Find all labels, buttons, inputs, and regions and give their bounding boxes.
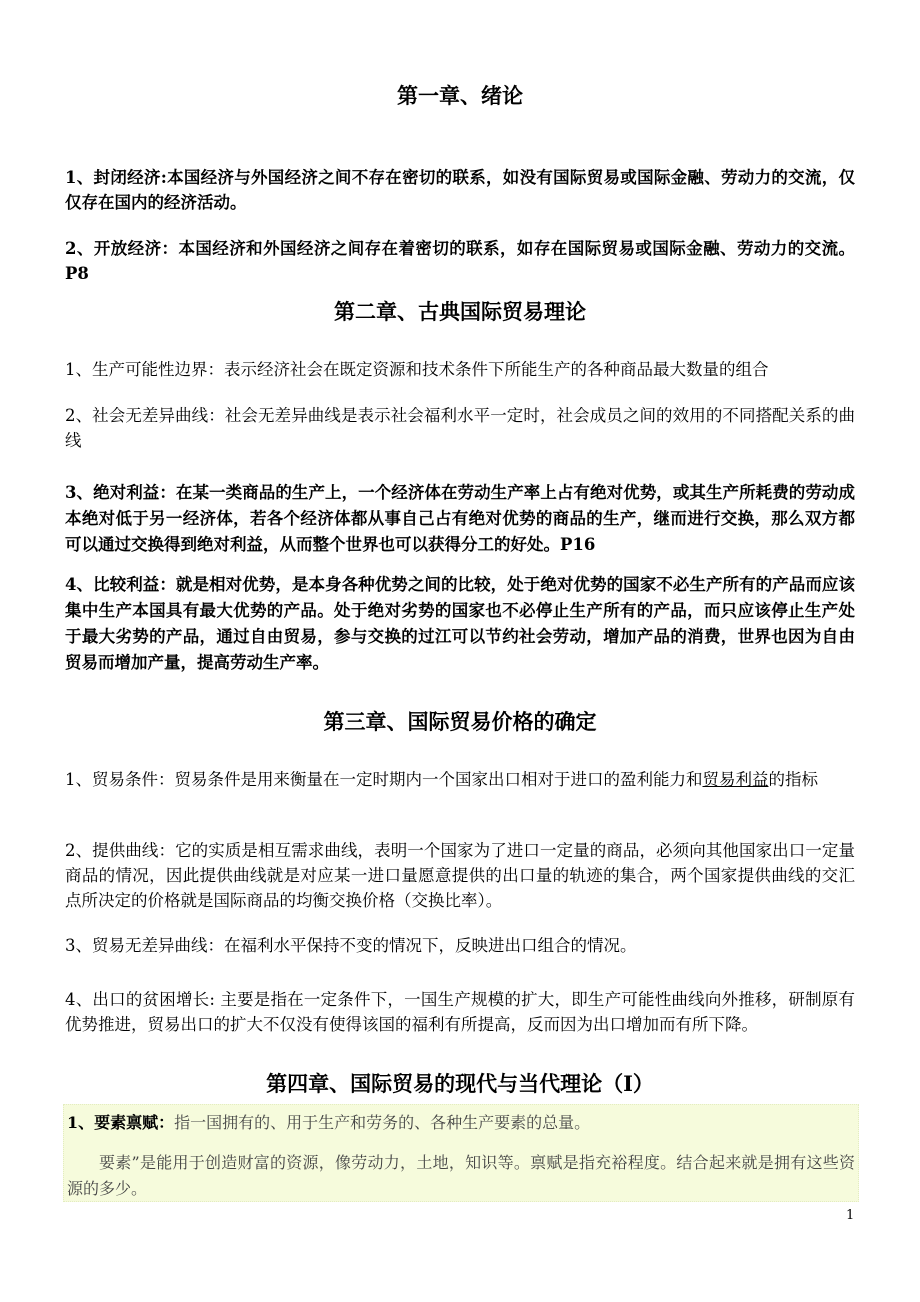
ch4-item-1 (67, 1110, 855, 1136)
ch3-item-1 (65, 767, 855, 792)
chapter-4-title: 第四章、国际贸易的现代与当代理论（I） (266, 1071, 654, 1096)
chapter-1-title: 第一章、绪论 (397, 83, 523, 108)
ch3-item-1-tail: 的指标 (768, 770, 818, 789)
ch3-item-1-text: 1、贸易条件：贸易条件是用来衡量在一定时期内一个国家出口相对于进口的盈利能力和 (65, 770, 703, 789)
ch3-item-2: 2、提供曲线：它的实质是相互需求曲线，表明一个国家为了进口一定量的商品，必须向其他国家出口一定量商品的情况，因此提供曲线就是对应某一进口量愿意提供的出口量的轨迹的集合，两个国家提供曲线的交汇点所决定的价格就是国际商品的均衡交换价格（交换比率）。 (65, 841, 855, 910)
term-definition: 指一国拥有的、用于生产和劳务的、各种生产要素的总量。 (174, 1113, 591, 1132)
trade-benefit-link[interactable]: 贸易利益 (702, 770, 769, 789)
chapter-2-title: 第二章、古典国际贸易理论 (334, 299, 586, 324)
chapter-3-title: 第三章、国际贸易价格的确定 (323, 709, 597, 734)
term-factor-endowment: 1、要素禀赋： (67, 1113, 175, 1132)
ch2-item-1: 1、生产可能性边界：表示经济社会在既定资源和技术条件下所能生产的各种商品最大数量的组合 (65, 360, 769, 379)
page-number: 1 (846, 1208, 855, 1223)
ch3-item-3: 3、贸易无差异曲线：在福利水平保持不变的情况下，反映进出口组合的情况。 (65, 936, 637, 955)
ch2-item-4: 4、比较利益：就是相对优势，是本身各种优势之间的比较，处于绝对优势的国家不必生产所有的产品而应该集中生产本国具有最大优势的产品。处于绝对劣势的国家也不必停止生产所有的产品，而只应该停止生产处于最大劣势的产品，通过自由贸易，参与交换的过江可以节约社会劳动，增加产品的消费，世界也因为自由贸易而增加产量，提高劳动生产率。 (65, 575, 855, 672)
ch4-note: 要素”是能用于创造财富的资源，像劳动力，土地，知识等。禀赋是指充裕程度。结合起来就是拥有这些资源的多少。 (67, 1153, 855, 1198)
highlighted-definition-box (63, 1104, 859, 1202)
ch3-item-4: 4、出口的贫困增长: 主要是指在一定条件下，一国生产规模的扩大，即生产可能性曲线向外推移，研制原有优势推进，贸易出口的扩大不仅没有使得该国的福利有所提高，反而因为出口增加而有所下降。 (65, 990, 855, 1034)
ch1-item-2: 2、开放经济：本国经济和外国经济之间存在着密切的联系，如存在国际贸易或国际金融、劳动力的交流。P8 (65, 239, 855, 283)
ch2-item-3: 3、绝对利益：在某一类商品的生产上，一个经济体在劳动生产率上占有绝对优势，或其生产所耗费的劳动成本绝对低于另一经济体，若各个经济体都从事自己占有绝对优势的商品的生产，继而进行交换，那么双方都可以通过交换得到绝对利益，从而整个世界也可以获得分工的好处。P16 (65, 483, 855, 554)
ch2-item-2: 2、社会无差异曲线：社会无差异曲线是表示社会福利水平一定时，社会成员之间的效用的不同搭配关系的曲线 (65, 406, 855, 450)
ch1-item-1: 1、封闭经济:本国经济与外国经济之间不存在密切的联系，如没有国际贸易或国际金融、劳动力的交流，仅仅存在国内的经济活动。 (65, 168, 855, 212)
